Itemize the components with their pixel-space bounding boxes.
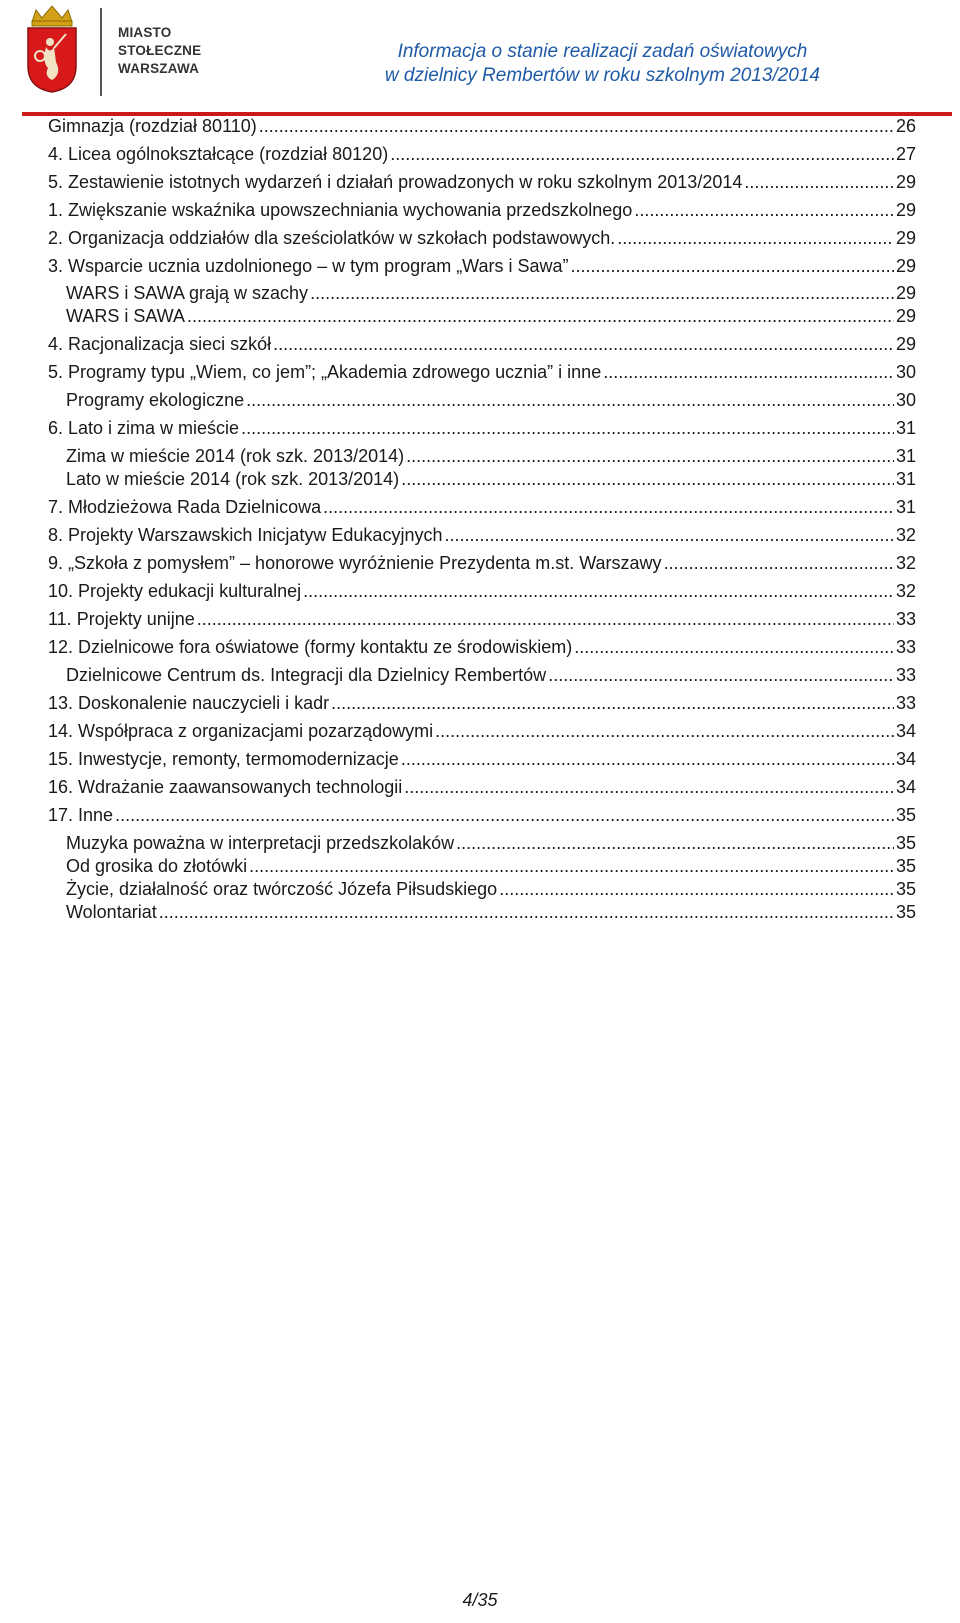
toc-leader-dots xyxy=(406,446,894,467)
toc-entry-page: 35 xyxy=(895,902,916,922)
toc-entry-title: Lato w mieście 2014 (rok szk. 2013/2014) xyxy=(66,469,400,489)
toc-entry[interactable] xyxy=(66,390,916,411)
toc-entry-title: Gimnazja (rozdział 80110) xyxy=(48,116,257,136)
toc-entry-page: 35 xyxy=(895,833,916,853)
toc-entry-title: 10. Projekty edukacji kulturalnej xyxy=(48,581,302,601)
document-title-line-2: w dzielnicy Rembertów w roku szkolnym 2013/2014 xyxy=(384,65,820,86)
toc-leader-dots xyxy=(634,200,894,221)
toc-entry-title: WARS i SAWA xyxy=(66,306,186,326)
toc-entry[interactable] xyxy=(48,418,916,439)
toc-entry[interactable] xyxy=(48,581,916,602)
toc-entry[interactable] xyxy=(48,497,916,518)
toc-entry[interactable] xyxy=(48,228,916,249)
toc-leader-dots xyxy=(617,228,894,249)
toc-entry-title: 11. Projekty unijne xyxy=(48,609,195,629)
toc-entry-title: 2. Organizacja oddziałów dla sześciolatków w szkołach podstawowych. xyxy=(48,228,616,248)
toc-entry-page: 29 xyxy=(895,283,916,303)
city-logo-text xyxy=(118,24,201,78)
toc-entry-title: 13. Doskonalenie nauczycieli i kadr xyxy=(48,693,330,713)
toc-entry[interactable] xyxy=(48,144,916,165)
toc-entry-page: 30 xyxy=(895,362,916,382)
toc-entry[interactable] xyxy=(48,777,916,798)
toc-leader-dots xyxy=(548,665,894,686)
toc-entry[interactable] xyxy=(48,637,916,658)
toc-entry-page: 34 xyxy=(895,721,916,741)
toc-entry[interactable] xyxy=(48,721,916,742)
toc-entry-title: Zima w mieście 2014 (rok szk. 2013/2014) xyxy=(66,446,405,466)
toc-entry-page: 29 xyxy=(895,256,916,276)
toc-entry[interactable] xyxy=(48,172,916,193)
toc-entry-title: 6. Lato i zima w mieście xyxy=(48,418,240,438)
toc-leader-dots xyxy=(574,637,894,658)
toc-entry-title: 3. Wsparcie ucznia uzdolnionego – w tym program „Wars i Sawa” xyxy=(48,256,569,276)
toc-entry-title: 14. Współpraca z organizacjami pozarządowymi xyxy=(48,721,434,741)
toc-entry[interactable] xyxy=(66,469,916,490)
toc-leader-dots xyxy=(323,497,894,518)
toc-leader-dots xyxy=(571,256,894,277)
toc-leader-dots xyxy=(435,721,894,742)
document-title xyxy=(385,40,820,88)
toc-leader-dots xyxy=(456,833,894,854)
toc-leader-dots xyxy=(303,581,894,602)
toc-entry-page: 34 xyxy=(895,749,916,769)
toc-leader-dots xyxy=(241,418,894,439)
toc-entry[interactable] xyxy=(48,609,916,630)
toc-entry-page: 31 xyxy=(895,497,916,517)
toc-leader-dots xyxy=(310,283,894,304)
toc-entry[interactable] xyxy=(66,856,916,877)
toc-leader-dots xyxy=(159,902,894,923)
toc-leader-dots xyxy=(331,693,894,714)
toc-entry[interactable] xyxy=(66,665,916,686)
toc-leader-dots xyxy=(197,609,894,630)
toc-entry-title: Muzyka poważna w interpretacji przedszkolaków xyxy=(66,833,455,853)
toc-entry-page: 30 xyxy=(895,390,916,410)
toc-entry-title: 16. Wdrażanie zaawansowanych technologii xyxy=(48,777,403,797)
toc-entry-page: 29 xyxy=(895,172,916,192)
toc-entry-page: 31 xyxy=(895,446,916,466)
toc-entry-title: Programy ekologiczne xyxy=(66,390,245,410)
toc-entry-page: 35 xyxy=(895,805,916,825)
toc-entry[interactable] xyxy=(66,879,916,900)
logo-line: WARSZAWA xyxy=(118,61,200,76)
toc-entry[interactable] xyxy=(48,693,916,714)
toc-entry-page: 31 xyxy=(895,418,916,438)
page-number: 4/35 xyxy=(462,1590,498,1610)
toc-leader-dots xyxy=(744,172,894,193)
toc-entry-title: WARS i SAWA grają w szachy xyxy=(66,283,309,303)
toc-leader-dots xyxy=(404,777,894,798)
toc-entry-title: 5. Programy typu „Wiem, co jem”; „Akademia zdrowego ucznia” i inne xyxy=(48,362,602,382)
toc-entry-page: 26 xyxy=(895,116,916,136)
toc-entry-page: 33 xyxy=(895,693,916,713)
toc-entry-page: 29 xyxy=(895,306,916,326)
toc-entry-page: 32 xyxy=(895,553,916,573)
toc-entry[interactable] xyxy=(48,334,916,355)
toc-entry-title: Życie, działalność oraz twórczość Józefa Piłsudskiego xyxy=(66,879,498,899)
document-title-line-1: Informacja o stanie realizacji zadań oświatowych xyxy=(397,41,808,62)
toc-entry-page: 31 xyxy=(895,469,916,489)
toc-entry-page: 33 xyxy=(895,665,916,685)
toc-entry-page: 35 xyxy=(895,856,916,876)
toc-leader-dots xyxy=(259,116,894,137)
toc-leader-dots xyxy=(273,334,894,355)
toc-leader-dots xyxy=(115,805,894,826)
toc-leader-dots xyxy=(246,390,894,411)
toc-entry[interactable] xyxy=(48,805,916,826)
toc-leader-dots xyxy=(401,469,894,490)
warsaw-mermaid-crest-icon xyxy=(22,4,82,94)
toc-entry-title: 7. Młodzieżowa Rada Dzielnicowa xyxy=(48,497,322,517)
toc-entry-page: 34 xyxy=(895,777,916,797)
toc-entry[interactable] xyxy=(66,833,916,854)
toc-entry-page: 35 xyxy=(895,879,916,899)
toc-leader-dots xyxy=(444,525,894,546)
toc-leader-dots xyxy=(664,553,894,574)
toc-entry-title: 12. Dzielnicowe fora oświatowe (formy kontaktu ze środowiskiem) xyxy=(48,637,573,657)
toc-entry[interactable] xyxy=(48,256,916,277)
logo-line: STOŁECZNE xyxy=(118,43,202,58)
toc-entry-title: Dzielnicowe Centrum ds. Integracji dla Dzielnicy Rembertów xyxy=(66,665,547,685)
toc-entry-page: 27 xyxy=(895,144,916,164)
toc-entry-page: 33 xyxy=(895,609,916,629)
toc-entry-title: Od grosika do złotówki xyxy=(66,856,248,876)
toc-entry[interactable] xyxy=(66,902,916,923)
toc-entry-page: 33 xyxy=(895,637,916,657)
toc-entry-page: 32 xyxy=(895,581,916,601)
toc-entry[interactable] xyxy=(66,446,916,467)
toc-entry-page: 29 xyxy=(895,228,916,248)
toc-entry-title: 4. Licea ogólnokształcące (rozdział 80120) xyxy=(48,144,389,164)
toc-entry-title: 4. Racjonalizacja sieci szkół xyxy=(48,334,272,354)
toc-entry-title: 5. Zestawienie istotnych wydarzeń i działań prowadzonych w roku szkolnym 2013/2014 xyxy=(48,172,743,192)
toc-entry[interactable] xyxy=(48,525,916,546)
page-header xyxy=(0,0,960,118)
toc-entry-title: 17. Inne xyxy=(48,805,114,825)
toc-entry-page: 29 xyxy=(895,334,916,354)
toc-leader-dots xyxy=(401,749,894,770)
toc-entry[interactable] xyxy=(48,553,916,574)
toc-entry[interactable] xyxy=(48,116,916,137)
toc-entry[interactable] xyxy=(48,749,916,770)
toc-leader-dots xyxy=(499,879,894,900)
toc-entry-title: 15. Inwestycje, remonty, termomodernizacje xyxy=(48,749,399,769)
toc-entry[interactable] xyxy=(48,200,916,221)
toc-leader-dots xyxy=(249,856,894,877)
toc-entry-title: 1. Zwiększanie wskaźnika upowszechniania wychowania przedszkolnego xyxy=(48,200,633,220)
toc-entry[interactable] xyxy=(48,362,916,383)
toc-entry-title: 9. „Szkoła z pomysłem” – honorowe wyróżnienie Prezydenta m.st. Warszawy xyxy=(48,553,662,573)
toc-entry-page: 29 xyxy=(895,200,916,220)
toc-leader-dots xyxy=(390,144,894,165)
toc-leader-dots xyxy=(603,362,894,383)
logo-line: MIASTO xyxy=(118,25,172,40)
toc-leader-dots xyxy=(187,306,894,327)
header-divider xyxy=(100,8,102,96)
toc-entry-page: 32 xyxy=(895,525,916,545)
toc-entry-title: Wolontariat xyxy=(66,902,157,922)
toc-entry[interactable] xyxy=(66,283,916,304)
toc-entry[interactable] xyxy=(66,306,916,327)
toc-entry-title: 8. Projekty Warszawskich Inicjatyw Edukacyjnych xyxy=(48,525,443,545)
